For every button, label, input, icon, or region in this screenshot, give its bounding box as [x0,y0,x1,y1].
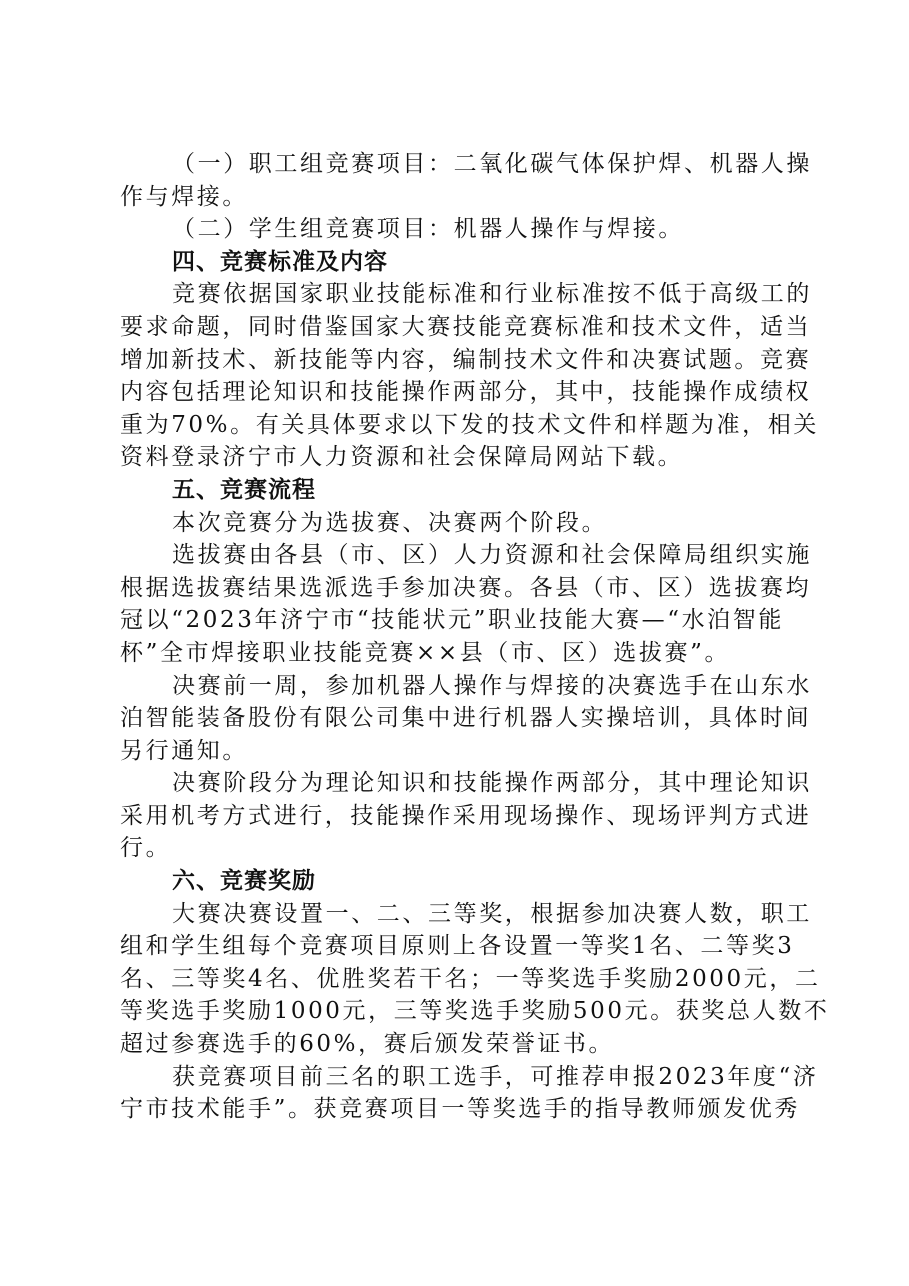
paragraph-line: 作与焊接。 [120,183,248,210]
paragraph-line: 重为70%。有关具体要求以下发的技术文件和样题为准，相关 [120,411,819,438]
paragraph-line: 另行通知。 [120,737,248,764]
paragraph-line: 组和学生组每个竞赛项目原则上各设置一等奖1名、二等奖3 [120,933,795,960]
section-heading: 六、竞赛奖励 [172,868,316,895]
section-heading: 五、竞赛流程 [172,476,316,503]
paragraph-line: 冠以“2023年济宁市“技能状元”职业技能大赛—“水泊智能 [120,607,784,634]
paragraph-line: 获竞赛项目前三名的职工选手，可推荐申报2023年度“济 [172,1063,819,1090]
paragraph-line: 竞赛依据国家职业技能标准和行业标准按不低于高级工的 [172,281,812,308]
paragraph-line: 根据选拔赛结果选派选手参加决赛。各县（市、区）选拔赛均 [120,574,812,601]
paragraph-line: 决赛阶段分为理论知识和技能操作两部分，其中理论知识 [172,770,812,797]
paragraph-line: （二）学生组竞赛项目：机器人操作与焊接。 [172,216,684,243]
paragraph-line: 决赛前一周，参加机器人操作与焊接的决赛选手在山东水 [172,672,812,699]
paragraph-line: 等奖选手奖励1000元，三等奖选手奖励500元。获奖总人数不 [120,998,830,1025]
paragraph-line: （一）职工组竞赛项目：二氧化碳气体保护焊、机器人操 [172,151,812,177]
paragraph-line: 超过参赛选手的60%，赛后颁发荣誉证书。 [120,1031,615,1058]
paragraph-line: 宁市技术能手”。获竞赛项目一等奖选手的指导教师颁发优秀 [120,1096,800,1123]
paragraph-line: 本次竞赛分为选拔赛、决赛两个阶段。 [172,509,608,536]
paragraph-line: 增加新技术、新技能等内容，编制技术文件和决赛试题。竞赛 [120,346,812,373]
document-body [120,148,830,1126]
paragraph-line: 要求命题，同时借鉴国家大赛技能竞赛标准和技术文件，适当 [120,313,812,340]
paragraph-line: 大赛决赛设置一、二、三等奖，根据参加决赛人数，职工 [172,900,812,927]
paragraph-line: 杯”全市焊接职业技能竞赛××县（市、区）选拔赛”。 [120,639,731,666]
paragraph-line: 资料登录济宁市人力资源和社会保障局网站下载。 [120,444,684,471]
section-heading: 四、竞赛标准及内容 [172,248,388,275]
paragraph-line: 泊智能装备股份有限公司集中进行机器人实操培训，具体时间 [120,705,812,732]
paragraph-line: 行。 [120,835,172,862]
paragraph-line: 选拔赛由各县（市、区）人力资源和社会保障局组织实施 [172,542,812,569]
paragraph-line: 内容包括理论知识和技能操作两部分，其中，技能操作成绩权 [120,379,812,406]
paragraph-line: 采用机考方式进行，技能操作采用现场操作、现场评判方式进 [120,802,812,829]
paragraph-line: 名、三等奖4名、优胜奖若干名；一等奖选手奖励2000元，二 [120,965,821,992]
